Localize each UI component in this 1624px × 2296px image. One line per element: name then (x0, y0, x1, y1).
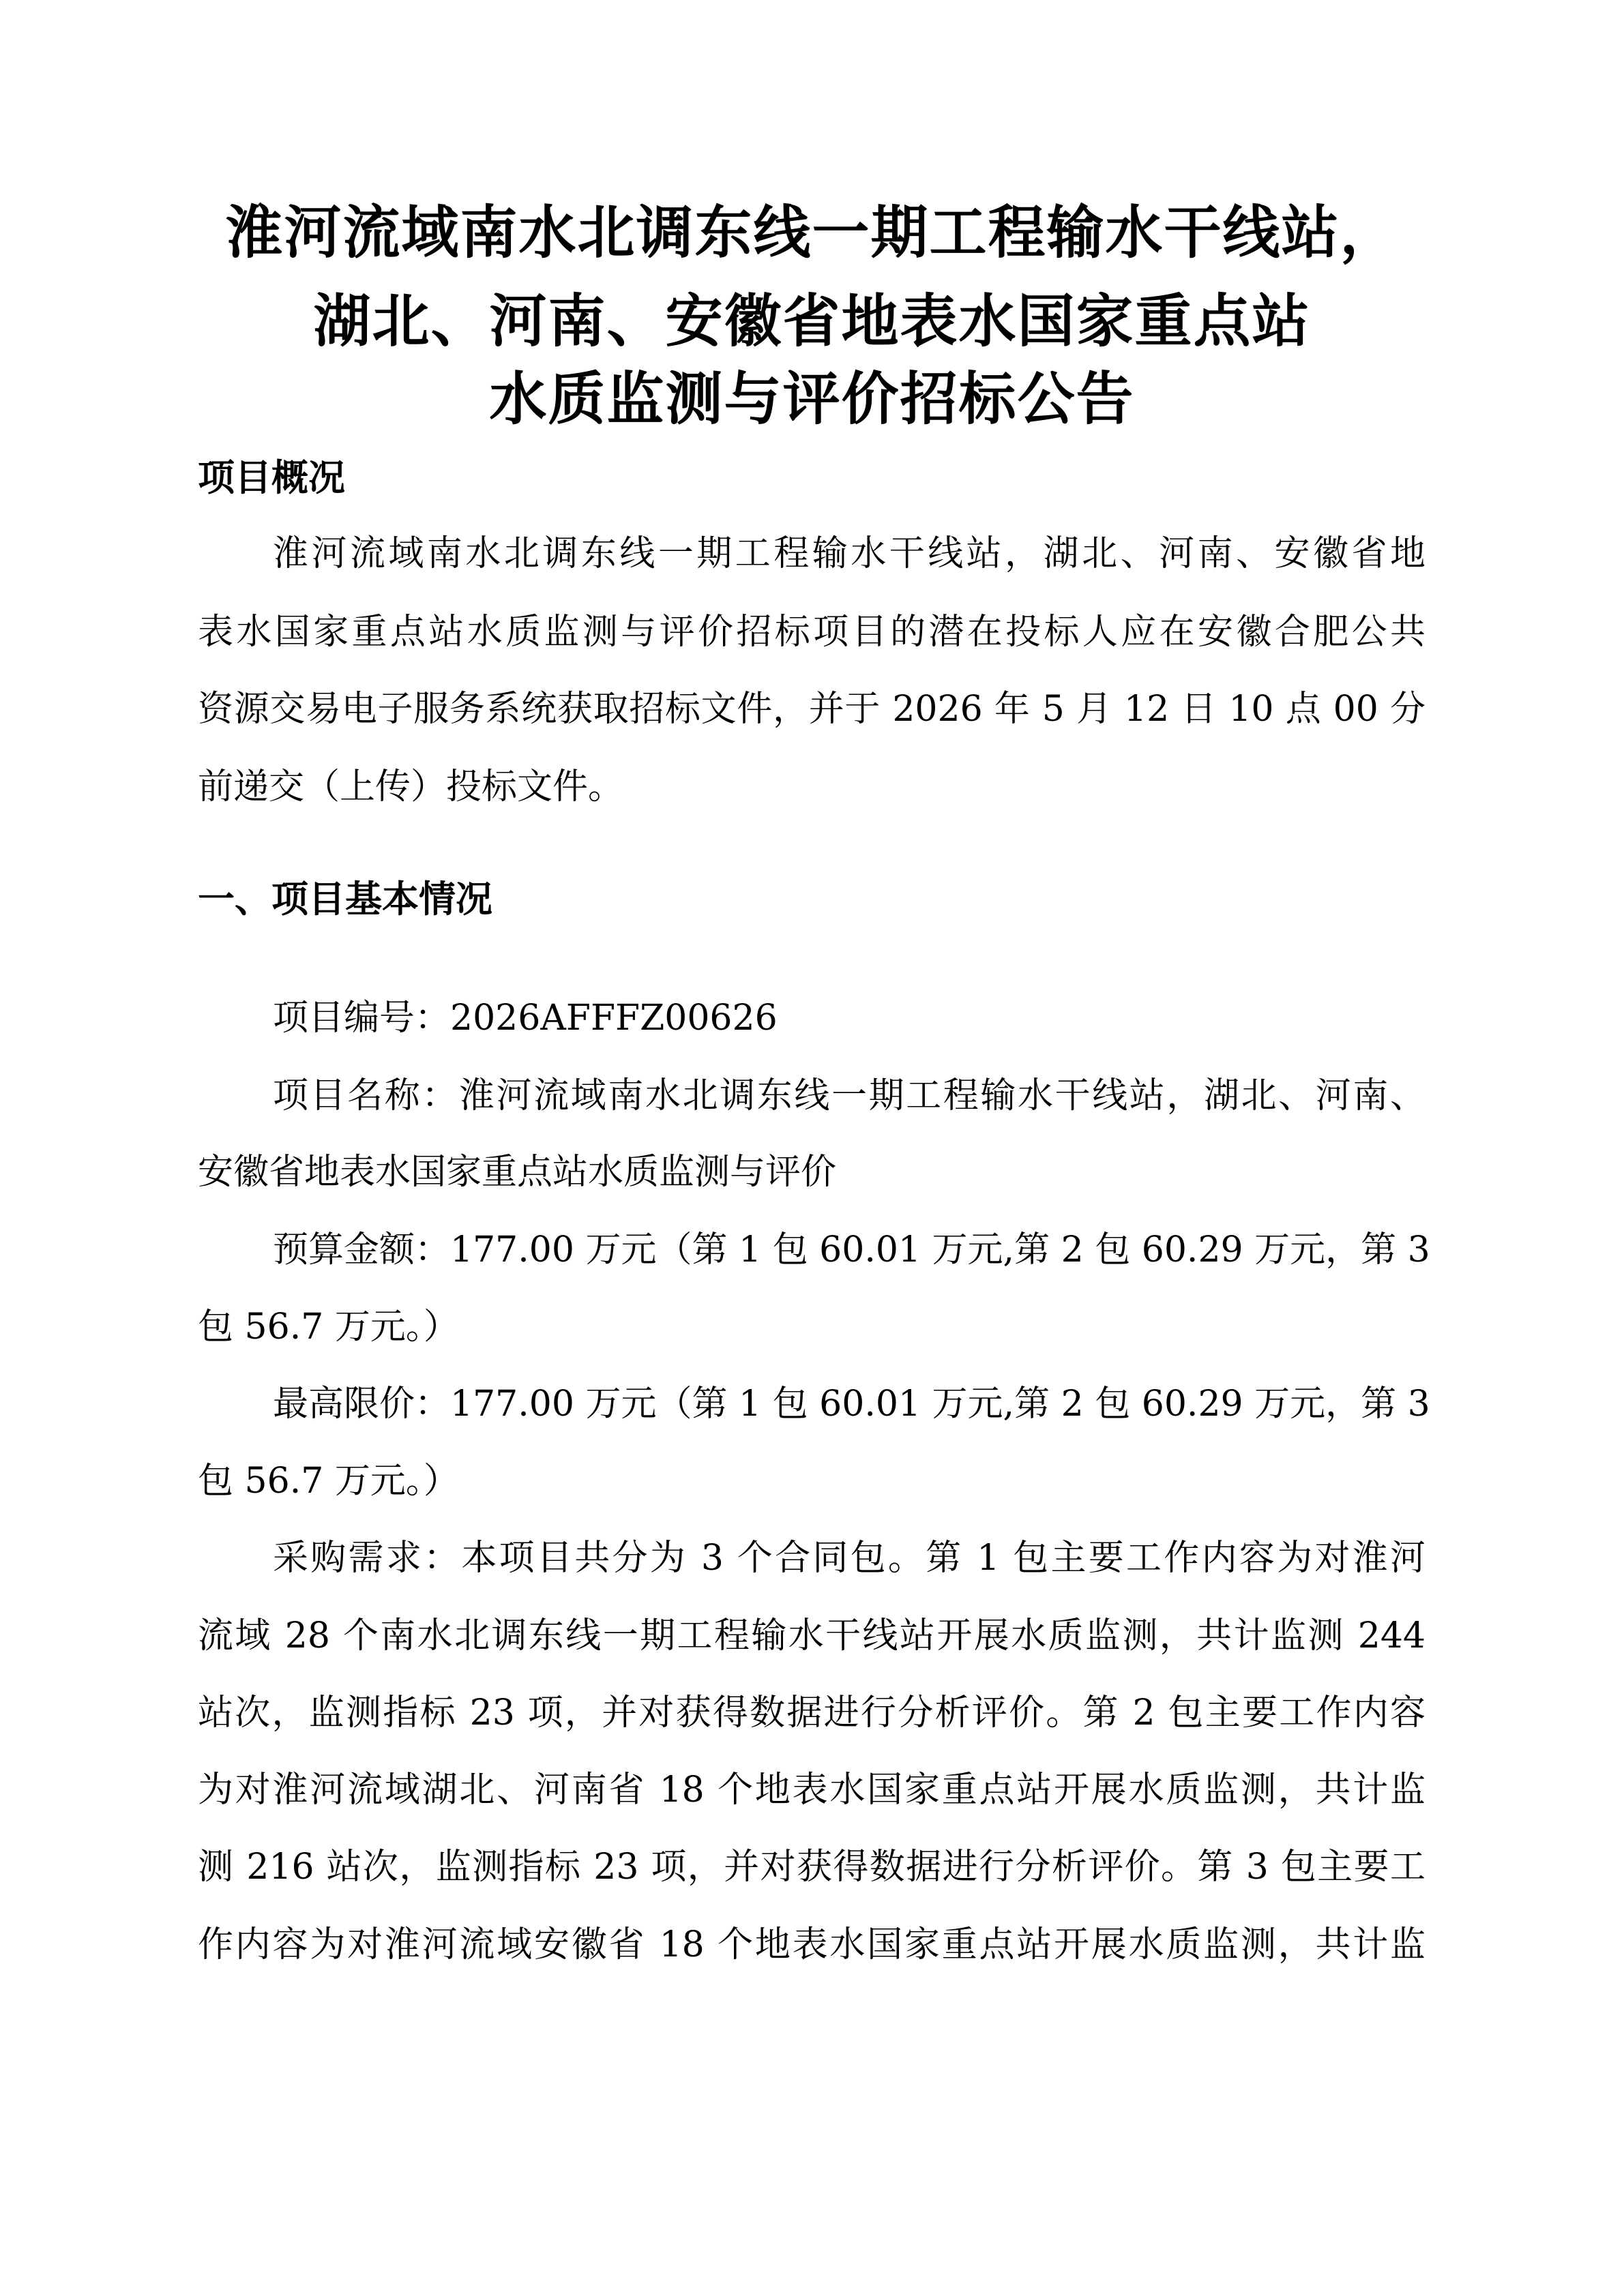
project-name-line: 项目名称：淮河流域南水北调东线一期工程输水干线站，湖北、河南、 (273, 1075, 1426, 1116)
max-price-line: 包 56.7 万元。） (198, 1461, 459, 1502)
project-number: 项目编号：2026AFFFZ00626 (273, 998, 778, 1039)
requirement-line: 测 216 站次，监测指标 23 项，并对获得数据进行分析评价。第 3 包主要工 (198, 1847, 1426, 1888)
title-line-1: 淮河流域南水北调东线一期工程输水干线站， (225, 198, 1399, 266)
overview-line: 前递交（上传）投标文件。 (198, 766, 624, 807)
requirement-line: 站次，监测指标 23 项，并对获得数据进行分析评价。第 2 包主要工作内容 (198, 1693, 1426, 1733)
section-heading: 一、项目基本情况 (198, 878, 492, 921)
title-line-3: 水质监测与评价招标公告 (489, 365, 1135, 432)
overview-line: 表水国家重点站水质监测与评价招标项目的潜在投标人应在安徽合肥公共 (198, 612, 1426, 653)
max-price-line: 最高限价：177.00 万元（第 1 包 60.01 万元,第 2 包 60.29 万元，第 3 (273, 1384, 1430, 1425)
budget-line: 预算金额：177.00 万元（第 1 包 60.01 万元,第 2 包 60.29 万元，第 3 (273, 1229, 1430, 1270)
budget-line: 包 56.7 万元。） (198, 1307, 459, 1347)
overview-heading: 项目概况 (198, 456, 345, 499)
title-line-2: 湖北、河南、安徽省地表水国家重点站 (313, 287, 1311, 355)
requirement-line: 为对淮河流域湖北、河南省 18 个地表水国家重点站开展水质监测，共计监 (198, 1770, 1426, 1810)
requirement-line: 作内容为对淮河流域安徽省 18 个地表水国家重点站开展水质监测，共计监 (198, 1924, 1426, 1965)
overview-line: 淮河流域南水北调东线一期工程输水干线站，湖北、河南、安徽省地 (273, 533, 1426, 574)
requirement-line: 采购需求：本项目共分为 3 个合同包。第 1 包主要工作内容为对淮河 (273, 1538, 1426, 1579)
requirement-line: 流域 28 个南水北调东线一期工程输水干线站开展水质监测，共计监测 244 (198, 1615, 1426, 1656)
project-name-line: 安徽省地表水国家重点站水质监测与评价 (198, 1152, 837, 1193)
overview-line: 资源交易电子服务系统获取招标文件，并于 2026 年 5 月 12 日 10 点 00 分 (198, 689, 1426, 730)
